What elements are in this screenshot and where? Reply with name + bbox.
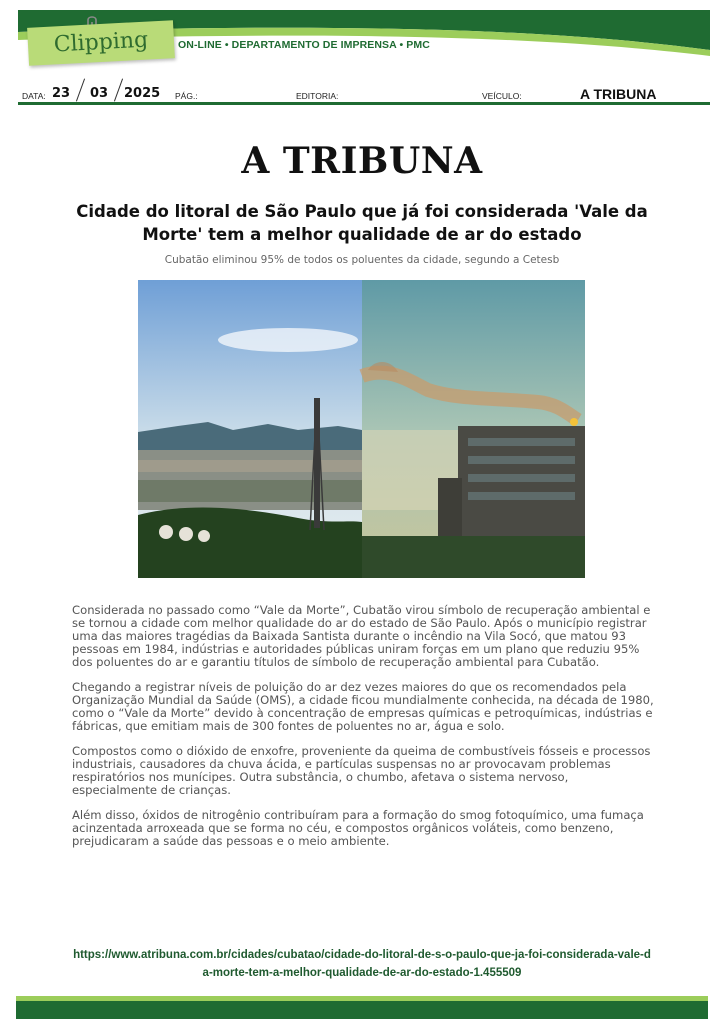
date-label: DATA:: [22, 91, 46, 101]
date-month: 03: [90, 86, 109, 101]
source-link[interactable]: https://www.atribuna.com.br/cidades/cubatao/cidade-do-litoral-de-s-o-paulo-que-ja-foi-considerada-vale-da-morte-tem-a-melhor-qualidade-de-ar-do-estado-1.455509: [73, 949, 651, 979]
article-photo: [138, 280, 585, 578]
article-paragraph: Chegando a registrar níveis de poluição do ar dez vezes maiores do que os recomendados pela Organização Mundial da Saúde (OMS), a cidade ficou mundialmente conhecida, na década de 1980, como o “Vale da Morte” devido à concentração de empresas químicas e petroquímicas, indústrias e fábricas, que emitiam mais de 300 fontes de poluentes no ar, água e solo.: [72, 680, 654, 733]
page-label: PÁG.:: [175, 91, 198, 101]
clipping-logo: Clipping: [27, 20, 175, 66]
date-separator: [114, 79, 123, 102]
footer-band-dark: [16, 1001, 708, 1019]
article-headline: Cidade do litoral de São Paulo que já foi considerada 'Vale da Morte' tem a melhor qualidade de ar do estado: [76, 202, 648, 244]
article-paragraph: Além disso, óxidos de nitrogênio contribuíram para a formação do smog fotoquímico, uma fumaça acinzentada arroxeada que se forma no céu, e compostos orgânicos voláteis, como benzeno, prejudicaram a saúde das pessoas e o meio ambiente.: [72, 808, 644, 848]
veiculo-label: VEÍCULO:: [482, 91, 522, 101]
article-paragraph: Compostos como o dióxido de enxofre, proveniente da queima de combustíveis fósseis e processos industriais, causadores da chuva ácida, e partículas suspensas no ar provocavam problemas respiratórios nos munícipes. Outra substância, o chumbo, afetava o sistema nervoso, especialmente de crianças.: [72, 744, 651, 797]
newspaper-masthead: A TRIBUNA: [241, 140, 483, 182]
department-label: ON-LINE • DEPARTAMENTO DE IMPRENSA • PMC: [178, 39, 430, 51]
header-divider: [18, 102, 710, 105]
article-body: [72, 604, 654, 860]
date-separator: [76, 79, 85, 102]
article-paragraph: Considerada no passado como “Vale da Morte”, Cubatão virou símbolo de recuperação ambiental e se tornou a cidade com melhor qualidade do ar do estado de São Paulo. Após o município registrar uma das maiores tragédias da Baixada Santista durante o incêndio na Vila Socó, que matou 93 pessoas em 1984, indústrias e autoridades públicas uniram forças em um plano que reduziu 95% dos poluentes do ar e garantiu títulos de símbolo de recuperação ambiental para Cubatão.: [72, 603, 651, 669]
veiculo-value: A TRIBUNA: [580, 86, 657, 102]
date-day: 23: [52, 86, 71, 101]
editoria-label: EDITORIA:: [296, 91, 339, 101]
date-year: 2025: [124, 86, 161, 101]
article-subtitle: Cubatão eliminou 95% de todos os poluentes da cidade, segundo a Cetesb: [164, 254, 560, 266]
